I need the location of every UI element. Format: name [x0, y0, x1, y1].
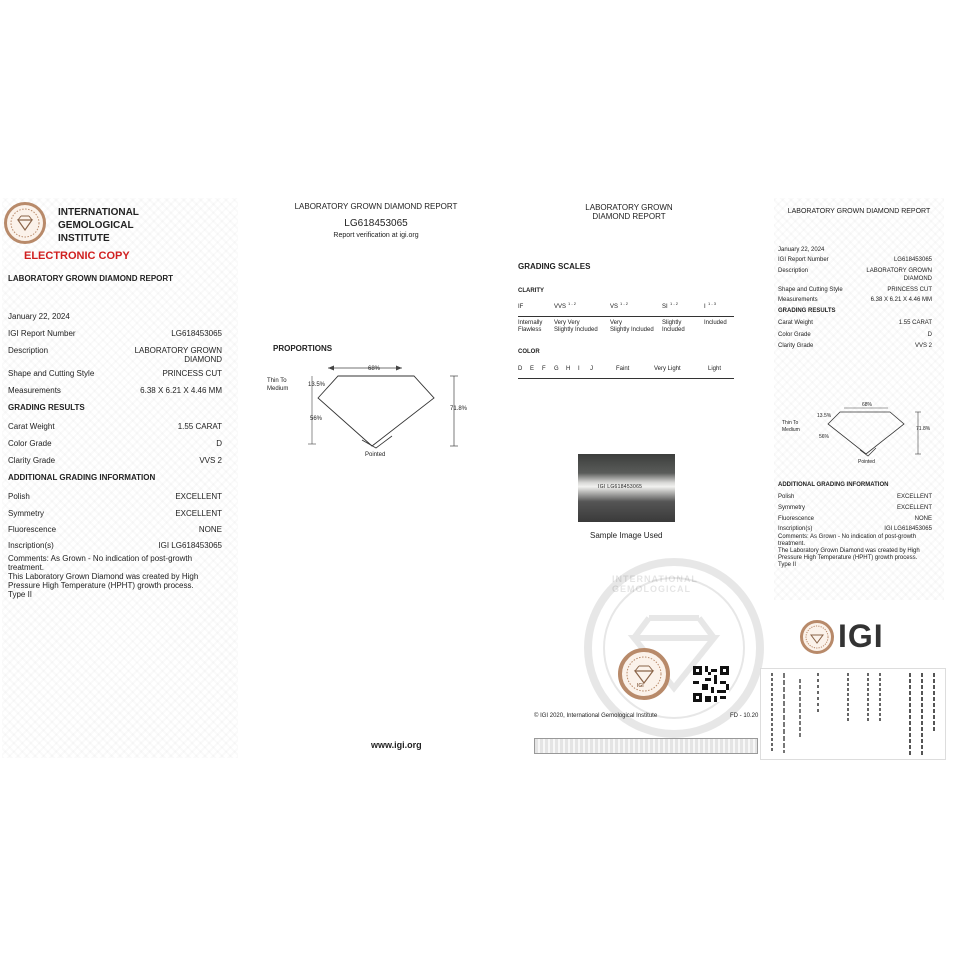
sample-inscription-image — [578, 454, 675, 522]
clarity-vvs-desc-1: Very Very — [554, 320, 580, 326]
description-value-2: DIAMOND — [184, 355, 222, 364]
rotated-mini-slip — [760, 668, 946, 760]
proportions-heading: PROPORTIONS — [273, 344, 333, 353]
watermark-text: INTERNATIONAL GEMOLOGICAL — [612, 574, 698, 594]
culet-label: Pointed — [365, 452, 386, 458]
p4-clarity-grade-value: VVS 2 — [914, 343, 932, 349]
grading-results-heading: GRADING RESULTS — [8, 403, 85, 412]
report-verification: Report verification at igi.org — [333, 232, 419, 239]
igi-brand-logo-icon — [800, 620, 834, 654]
measurements-value: 6.38 X 6.21 X 4.46 MM — [140, 386, 222, 395]
report-number-value: LG618453065 — [171, 329, 222, 338]
p4-symmetry-label: Symmetry — [778, 505, 805, 511]
p4-culet-label: Pointed — [858, 459, 875, 465]
qr-code-icon[interactable] — [693, 666, 729, 702]
igi-gold-seal-icon — [618, 648, 670, 700]
color-j: J — [590, 366, 593, 372]
clarity-if: IF — [518, 304, 524, 310]
p4-depth-pct: 71.8% — [916, 426, 931, 432]
color-d: D — [518, 366, 523, 372]
fluorescence-label: Fluorescence — [8, 525, 57, 534]
panel2-title: LABORATORY GROWN DIAMOND REPORT — [294, 202, 458, 211]
p4-table-pct: 68% — [862, 402, 873, 408]
panel2-report-number: LG618453065 — [344, 218, 408, 229]
clarity-vs: VS — [610, 304, 619, 310]
p4-report-number-label: IGI Report Number — [778, 257, 829, 263]
p4-description-label: Description — [778, 268, 809, 274]
color-i: I — [578, 366, 580, 372]
clarity-vvs-sup: 1 - 2 — [568, 301, 577, 306]
fluorescence-value: NONE — [198, 525, 222, 534]
clarity-vs-sup: 1 - 2 — [620, 301, 629, 306]
p4-symmetry-value: EXCELLENT — [896, 505, 932, 511]
inscription-label: Inscription(s) — [8, 541, 54, 550]
inscription-value: IGI LG618453065 — [158, 541, 222, 550]
comments-line-1: Comments: As Grown - No indication of post-growth — [8, 554, 193, 563]
description-label: Description — [8, 346, 49, 355]
sample-inscription-text: IGI LG618453065 — [598, 484, 643, 490]
clarity-heading: CLARITY — [518, 288, 544, 294]
p4-comments-line-5: Type II — [778, 562, 797, 568]
comments-line-3: This Laboratory Grown Diamond was created by High — [8, 572, 199, 581]
igi-seal-icon — [4, 202, 46, 244]
form-code: FD - 10.20 — [730, 713, 759, 719]
igi-website: www.igi.org — [371, 740, 422, 750]
carat-value: 1.55 CARAT — [177, 422, 222, 431]
depth-pct: 71.8% — [450, 406, 468, 412]
panel4-title: LABORATORY GROWN DIAMOND REPORT — [787, 208, 931, 215]
color-h: H — [566, 366, 571, 372]
color-grade-value: D — [216, 439, 222, 448]
clarity-i-desc-1: Included — [704, 320, 727, 326]
carat-label: Carat Weight — [8, 422, 55, 431]
clarity-grade-value: VVS 2 — [199, 456, 222, 465]
p4-date: January 22, 2024 — [778, 247, 825, 253]
color-g: G — [554, 366, 559, 372]
report-title: LABORATORY GROWN DIAMOND REPORT — [8, 274, 174, 283]
clarity-vs-desc-2: Slightly Included — [610, 327, 654, 333]
p4-color-grade-label: Color Grade — [778, 332, 811, 338]
crown-pct: 13.5% — [308, 382, 326, 388]
p4-polish-label: Polish — [778, 494, 795, 500]
report-date: January 22, 2024 — [8, 312, 70, 321]
igi-brand-text: IGI — [838, 618, 884, 654]
color-faint: Faint — [616, 366, 630, 372]
seal-igi-text: IGI — [637, 683, 644, 689]
p4-inscription-value: IGI LG618453065 — [884, 526, 932, 532]
p4-crown-pct: 13.5% — [817, 413, 832, 419]
panel3-title-2: DIAMOND REPORT — [592, 212, 666, 221]
copyright-text: © IGI 2020, International Gemological Institute — [534, 713, 658, 719]
shape-label: Shape and Cutting Style — [8, 369, 95, 378]
p4-fluorescence-value: NONE — [914, 516, 932, 522]
p4-clarity-grade-label: Clarity Grade — [778, 343, 814, 349]
color-very-light: Very Light — [654, 366, 681, 372]
logo-line-1: INTERNATIONAL — [58, 207, 139, 218]
p4-additional-heading: ADDITIONAL GRADING INFORMATION — [778, 482, 889, 488]
p4-color-grade-value: D — [927, 332, 932, 338]
symmetry-value: EXCELLENT — [175, 509, 222, 518]
color-f: F — [542, 366, 546, 372]
p4-carat-value: 1.55 CARAT — [898, 320, 932, 326]
clarity-grade-label: Clarity Grade — [8, 456, 56, 465]
clarity-i: I — [704, 304, 706, 310]
p4-comments-line-4: Pressure High Temperature (HPHT) growth process. — [778, 555, 918, 561]
p4-carat-label: Carat Weight — [778, 320, 813, 326]
p4-girdle-label-1: Thin To — [782, 420, 799, 426]
p4-comments-line-1: Comments: As Grown - No indication of post-growth — [778, 534, 917, 540]
color-heading: COLOR — [518, 349, 540, 355]
p4-report-number-value: LG618453065 — [893, 257, 932, 263]
p4-girdle-label-2: Medium — [782, 427, 800, 433]
color-grade-label: Color Grade — [8, 439, 52, 448]
measurements-label: Measurements — [8, 386, 61, 395]
sample-caption: Sample Image Used — [590, 531, 663, 540]
clarity-vvs-desc-2: Slightly Included — [554, 327, 598, 333]
symmetry-label: Symmetry — [8, 509, 44, 518]
pavilion-pct: 56% — [310, 416, 323, 422]
p4-shape-value: PRINCESS CUT — [887, 287, 932, 293]
p4-fluorescence-label: Fluorescence — [778, 516, 815, 522]
electronic-copy-label: ELECTRONIC COPY — [24, 250, 130, 262]
report-panel-main — [2, 198, 238, 758]
p4-measurements-label: Measurements — [778, 297, 818, 303]
description-value: LABORATORY GROWN — [134, 346, 222, 355]
clarity-si-desc-1: Slightly — [662, 320, 682, 326]
polish-label: Polish — [8, 492, 30, 501]
logo-line-2: GEMOLOGICAL — [58, 220, 134, 231]
report-number-label: IGI Report Number — [8, 329, 76, 338]
polish-value: EXCELLENT — [175, 492, 222, 501]
clarity-vs-desc-1: Very — [610, 320, 623, 326]
table-pct: 68% — [368, 366, 381, 372]
clarity-si-sup: 1 - 2 — [670, 301, 679, 306]
color-e: E — [530, 366, 535, 372]
girdle-label-1: Thin To — [267, 378, 287, 384]
logo-line-3: INSTITUTE — [58, 233, 110, 244]
comments-line-2: treatment. — [8, 563, 45, 572]
comments-line-5: Type II — [8, 590, 33, 599]
p4-comments-line-3: The Laboratory Grown Diamond was created by High — [778, 548, 920, 554]
color-light: Light — [708, 366, 722, 372]
color-scale-line — [518, 378, 734, 379]
p4-comments-line-2: treatment. — [778, 541, 806, 547]
clarity-si-desc-2: Included — [662, 327, 685, 333]
grading-scales-heading: GRADING SCALES — [518, 262, 591, 271]
p4-shape-label: Shape and Cutting Style — [778, 287, 843, 293]
panel3-title-1: LABORATORY GROWN — [585, 203, 673, 212]
clarity-scale-line — [518, 316, 734, 317]
p4-description-value-2: DIAMOND — [903, 276, 932, 282]
p4-inscription-label: Inscription(s) — [778, 526, 813, 532]
clarity-si: SI — [662, 304, 668, 310]
additional-heading: ADDITIONAL GRADING INFORMATION — [8, 473, 156, 482]
security-band — [534, 738, 758, 754]
shape-value: PRINCESS CUT — [162, 369, 222, 378]
p4-grading-results-heading: GRADING RESULTS — [778, 308, 836, 314]
report-panel-proportions — [244, 198, 508, 758]
p4-polish-value: EXCELLENT — [896, 494, 932, 500]
clarity-if-desc-2: Flawless — [518, 327, 542, 333]
girdle-label-2: Medium — [267, 386, 289, 392]
p4-pavilion-pct: 56% — [819, 434, 830, 440]
report-panel-summary — [774, 198, 944, 600]
report-panel-scales — [512, 198, 760, 758]
comments-line-4: Pressure High Temperature (HPHT) growth process. — [8, 581, 194, 590]
clarity-vvs: VVS — [554, 304, 567, 310]
p4-description-value: LABORATORY GROWN — [866, 268, 932, 274]
p4-measurements-value: 6.38 X 6.21 X 4.46 MM — [870, 297, 932, 303]
clarity-if-desc-1: Internally — [518, 320, 543, 326]
clarity-i-sup: 1 - 3 — [708, 301, 717, 306]
